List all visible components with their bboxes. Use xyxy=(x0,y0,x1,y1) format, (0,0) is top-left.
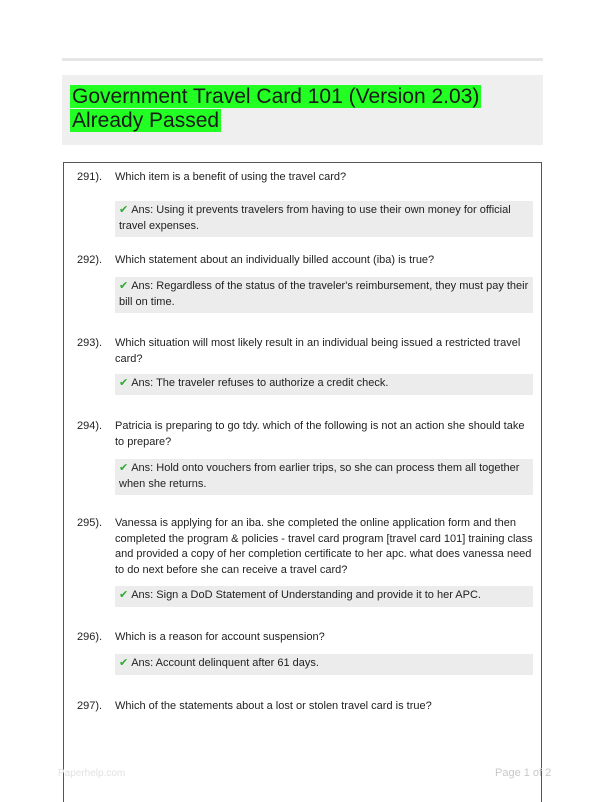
footer-watermark: Paperhelp.com xyxy=(58,768,126,779)
answer-box xyxy=(115,459,533,495)
top-divider xyxy=(62,58,543,61)
question-number: 297). xyxy=(77,700,103,712)
answer-text: Ans: Using it prevents travelers from having to use their own money for official travel expenses. xyxy=(119,204,511,232)
checkmark-icon: ✔ xyxy=(119,377,129,389)
question-number: 293). xyxy=(77,337,103,349)
answer-box xyxy=(115,654,533,675)
checkmark-icon: ✔ xyxy=(119,204,129,216)
question-text: Which is a reason for account suspension? xyxy=(115,631,325,643)
answer-box xyxy=(115,586,533,607)
page-number: Page 1 of 2 xyxy=(495,767,552,779)
qa-list xyxy=(63,162,542,802)
checkmark-icon: ✔ xyxy=(119,280,129,292)
answer-text: Ans: Regardless of the status of the traveler's reimbursement, they must pay their bill on time. xyxy=(119,280,529,308)
question-number: 291). xyxy=(77,171,103,183)
answer-text: Ans: Hold onto vouchers from earlier trips, so she can process them all together when she returns. xyxy=(119,462,520,490)
document-header xyxy=(62,75,543,145)
question-text: Vanessa is applying for an iba. she completed the online application form and then completed the program & policies - travel card program [travel card 101] training class and provided a copy of her completion certificate to her apc. what does vanessa need to do next before she can receive a travel card? xyxy=(115,517,533,576)
question-text: Which statement about an individually billed account (iba) is true? xyxy=(115,254,435,266)
answer-text: Ans: The traveler refuses to authorize a credit check. xyxy=(131,377,389,389)
answer-box xyxy=(115,277,533,313)
question-text: Which situation will most likely result in an individual being issued a restricted travel card? xyxy=(115,337,521,365)
question-text: Patricia is preparing to go tdy. which of the following is not an action she should take to prepare? xyxy=(115,420,525,448)
checkmark-icon: ✔ xyxy=(119,462,129,474)
checkmark-icon: ✔ xyxy=(119,657,129,669)
answer-text: Ans: Sign a DoD Statement of Understanding and provide it to her APC. xyxy=(131,589,481,601)
question-number: 292). xyxy=(77,254,103,266)
title-highlight: Government Travel Card 101 (Version 2.03) Already Passed xyxy=(72,85,480,132)
answer-box xyxy=(115,374,533,395)
question-text: Which item is a benefit of using the travel card? xyxy=(115,171,347,183)
page-title xyxy=(70,85,540,133)
question-number: 294). xyxy=(77,420,103,432)
question-text: Which of the statements about a lost or stolen travel card is true? xyxy=(115,700,432,712)
answer-text: Ans: Account delinquent after 61 days. xyxy=(131,657,319,669)
question-number: 295). xyxy=(77,517,103,529)
checkmark-icon: ✔ xyxy=(119,589,129,601)
answer-box xyxy=(115,201,533,237)
question-number: 296). xyxy=(77,631,103,643)
